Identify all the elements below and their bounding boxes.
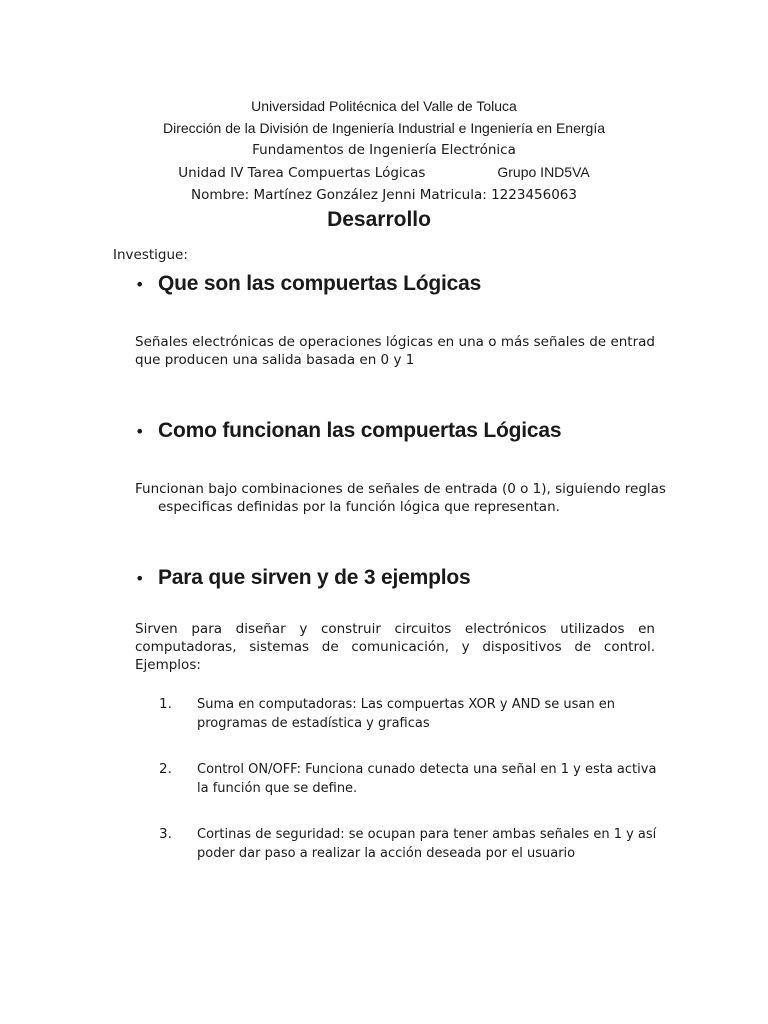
list-item-text: Suma en computadoras: Las compuertas XOR y AND se usan en programas de estadística y graficas [197,697,615,731]
section-body: Sirven para diseñar y construir circuitos electrónicos utilizados en computadoras, sistemas de comunicación, y dispositivos de control. Ejemplos: [135,621,655,673]
list-item-text: Control ON/OFF: Funciona cunado detecta una señal en 1 y esta activa la función que se define. [197,762,657,796]
section-how-work [135,419,655,443]
list-item [159,825,659,863]
list-number: 3. [159,826,172,842]
section-heading-text: Para que sirven y de 3 ejemplos [158,566,471,589]
university-name: Universidad Politécnica del Valle de Toluca [251,98,517,114]
group-name: Grupo IND5VA [497,164,590,180]
list-item [159,760,659,798]
task-line [0,161,768,184]
section-body: Funcionan bajo combinaciones de señales de entrada (0 o 1), siguiendo reglas especificas definidas por la función lógica que representan. [135,481,666,515]
section-heading [135,272,655,296]
list-item [159,695,659,733]
bullet-icon: • [135,422,145,441]
bullet-icon: • [135,275,145,294]
task-name: Unidad IV Tarea Compuertas Lógicas [178,165,426,181]
section-uses [135,566,655,590]
intro-label: Investigue: [113,247,188,263]
division-name: Dirección de la División de Ingeniería Industrial e Ingeniería en Energía [162,120,606,136]
section-heading [135,566,655,590]
bullet-icon: • [135,569,145,588]
course-name: Fundamentos de Ingeniería Electrónica [252,142,516,158]
section-heading-text: Como funcionan las compuertas Lógicas [158,419,562,442]
section-heading-text: Que son las compuertas Lógicas [158,272,482,295]
list-number: 2. [159,761,172,777]
page-title: Desarrollo [327,208,431,231]
list-item-text: Cortinas de seguridad: se ocupan para tener ambas señales en 1 y así poder dar paso a realizar la acción deseada por el usuario [197,827,657,861]
examples-list [159,695,659,863]
student-info: Nombre: Martínez González Jenni Matricula: 1223456063 [191,187,577,203]
section-body: Señales electrónicas de operaciones lógicas en una o más señales de entrad que producen una salida basada en 0 y 1 [135,334,655,368]
list-number: 1. [159,696,172,712]
document-header [0,95,768,206]
section-heading [135,419,655,443]
section-what-are [135,272,655,296]
